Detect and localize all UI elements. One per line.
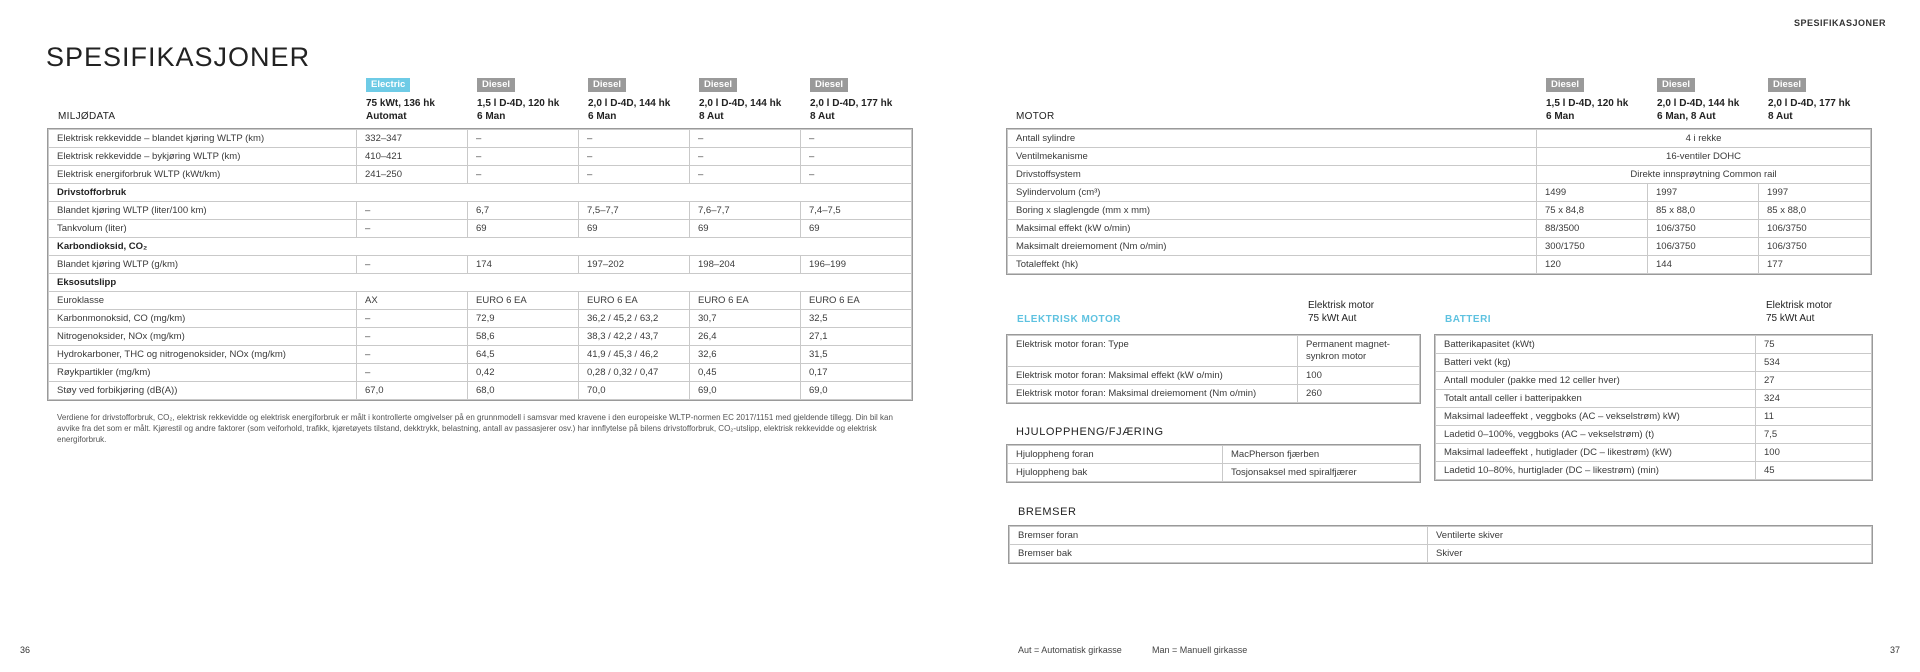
electric-motor-table: [1007, 335, 1420, 403]
table-row: [1436, 408, 1872, 426]
column-header-line1: 2,0 l D-4D, 144 hk: [588, 98, 671, 109]
row-label: Ladetid 0–100%, veggboks (AC – vekselstrøm) (t): [1436, 426, 1756, 444]
cell-value: 69,0: [801, 382, 912, 400]
cell-value: 58,6: [468, 328, 579, 346]
table-row: [1436, 426, 1872, 444]
cell-value: 196–199: [801, 256, 912, 274]
section-label: Eksosutslipp: [49, 274, 912, 292]
cell-value: 85 x 88,0: [1648, 202, 1759, 220]
column-header-line1: 75 kWt, 136 hk: [366, 98, 435, 109]
cell-value: EURO 6 EA: [690, 292, 801, 310]
table-row: [1436, 354, 1872, 372]
table-row: [1008, 367, 1420, 385]
cell-value: 1997: [1648, 184, 1759, 202]
cell-value: –: [357, 328, 468, 346]
table-row: [1008, 446, 1420, 464]
cell-value: 332–347: [357, 130, 468, 148]
legend-manual: Man = Manuell girkasse: [1152, 645, 1248, 655]
table-row: [1010, 527, 1872, 545]
column-header: [1768, 78, 1850, 123]
table-section-row: [49, 238, 912, 256]
section-label: Karbondioksid, CO₂: [49, 238, 912, 256]
battery-col-line2: 75 kWt Aut: [1766, 313, 1815, 324]
cell-value: 106/3750: [1759, 220, 1871, 238]
table-row: [1010, 545, 1872, 563]
left-page-number: 36: [20, 645, 31, 655]
cell-value: 69: [690, 220, 801, 238]
cell-value: 69: [468, 220, 579, 238]
cell-value: 1997: [1759, 184, 1871, 202]
row-label: Bremser foran: [1010, 527, 1428, 545]
row-label: Maksimalt dreiemoment (Nm o/min): [1008, 238, 1537, 256]
column-header: [477, 78, 559, 123]
cell-value: 100: [1298, 367, 1420, 385]
cell-value: Permanent magnet-synkron motor: [1298, 336, 1420, 367]
table-row: [49, 382, 912, 400]
table-row: [49, 220, 912, 238]
cell-value: –: [801, 148, 912, 166]
column-header-line2: 8 Aut: [1768, 111, 1793, 122]
cell-value: 177: [1759, 256, 1871, 274]
cell-value: 106/3750: [1648, 220, 1759, 238]
cell-value: –: [690, 166, 801, 184]
table-row: [1008, 256, 1871, 274]
cell-value: –: [357, 256, 468, 274]
row-label: Elektrisk motor foran: Maksimal dreiemoment (Nm o/min): [1008, 385, 1298, 403]
row-label: Tankvolum (liter): [49, 220, 357, 238]
cell-value: 534: [1756, 354, 1872, 372]
cell-value: 174: [468, 256, 579, 274]
environment-table: [48, 129, 912, 400]
row-label: Sylindervolum (cm³): [1008, 184, 1537, 202]
cell-value: 198–204: [690, 256, 801, 274]
cell-value: –: [357, 346, 468, 364]
cell-value: 72,9: [468, 310, 579, 328]
cell-value: –: [357, 310, 468, 328]
cell-value: 7,5–7,7: [579, 202, 690, 220]
row-label: Blandet kjøring WLTP (g/km): [49, 256, 357, 274]
cell-value: –: [357, 202, 468, 220]
column-header: [1657, 78, 1739, 123]
cell-value: Ventilerte skiver: [1428, 527, 1872, 545]
column-header-line2: Automat: [366, 111, 407, 122]
cell-value: 32,6: [690, 346, 801, 364]
row-label: Maksimal effekt (kW o/min): [1008, 220, 1537, 238]
table-section-row: [49, 274, 912, 292]
cell-value: –: [801, 166, 912, 184]
table-row: [49, 202, 912, 220]
table-row: [1008, 220, 1871, 238]
legend-automatic: Aut = Automatisk girkasse: [1018, 645, 1122, 655]
column-header: [366, 78, 435, 123]
row-label: Nitrogenoksider, NOx (mg/km): [49, 328, 357, 346]
cell-value: 106/3750: [1759, 238, 1871, 256]
cell-value: 38,3 / 42,2 / 43,7: [579, 328, 690, 346]
table-row: [1008, 464, 1420, 482]
cell-value: 300/1750: [1537, 238, 1648, 256]
cell-value: –: [579, 130, 690, 148]
cell-value: EURO 6 EA: [801, 292, 912, 310]
table-row: [49, 328, 912, 346]
cell-value: 197–202: [579, 256, 690, 274]
cell-value: 0,17: [801, 364, 912, 382]
table-row: [49, 166, 912, 184]
battery-column-header: [1766, 299, 1832, 325]
cell-value: 100: [1756, 444, 1872, 462]
column-header: [588, 78, 670, 123]
right-page-number: 37: [1889, 645, 1900, 655]
cell-value: 41,9 / 45,3 / 46,2: [579, 346, 690, 364]
row-label: Maksimal ladeeffekt , veggboks (AC – vekselstrøm) kW): [1436, 408, 1756, 426]
cell-value: 68,0: [468, 382, 579, 400]
cell-value: –: [357, 220, 468, 238]
table-row: [1436, 336, 1872, 354]
table-row: [1436, 444, 1872, 462]
electric-motor-label: ELEKTRISK MOTOR: [1017, 314, 1121, 325]
column-header-line2: 6 Man: [588, 111, 617, 122]
electric-badge: Electric: [366, 78, 410, 92]
diesel-badge: Diesel: [810, 78, 848, 92]
table-row: [49, 364, 912, 382]
cell-value: 27,1: [801, 328, 912, 346]
cell-value: 67,0: [357, 382, 468, 400]
diesel-badge: Diesel: [1657, 78, 1695, 92]
cell-value: 69: [801, 220, 912, 238]
column-header-line2: 8 Aut: [699, 111, 724, 122]
cell-value: 144: [1648, 256, 1759, 274]
diesel-badge: Diesel: [699, 78, 737, 92]
table-row: [49, 148, 912, 166]
table-row: [49, 130, 912, 148]
motor-label: MOTOR: [1016, 111, 1055, 122]
cell-value: EURO 6 EA: [468, 292, 579, 310]
cell-value: 85 x 88,0: [1759, 202, 1871, 220]
row-label: Ventilmekanisme: [1008, 148, 1537, 166]
cell-value: 26,4: [690, 328, 801, 346]
cell-value: 106/3750: [1648, 238, 1759, 256]
column-header-line2: 6 Man: [1546, 111, 1575, 122]
cell-value: 0,28 / 0,32 / 0,47: [579, 364, 690, 382]
cell-value: –: [690, 130, 801, 148]
cell-value: –: [468, 166, 579, 184]
column-header-line1: 2,0 l D-4D, 177 hk: [1768, 98, 1851, 109]
cell-value: 69: [579, 220, 690, 238]
column-header-line1: 2,0 l D-4D, 177 hk: [810, 98, 893, 109]
column-header: [1546, 78, 1628, 123]
row-label: Totaleffekt (hk): [1008, 256, 1537, 274]
diesel-badge: Diesel: [1546, 78, 1584, 92]
cell-value: MacPherson fjærben: [1223, 446, 1420, 464]
cell-value: –: [357, 364, 468, 382]
cell-value: 75 x 84,8: [1537, 202, 1648, 220]
electric-motor-col-line1: Elektrisk motor: [1308, 300, 1375, 311]
row-label: Hjuloppheng foran: [1008, 446, 1223, 464]
suspension-table: [1007, 445, 1420, 482]
cell-value: 0,45: [690, 364, 801, 382]
cell-value: 4 i rekke: [1537, 130, 1871, 148]
table-row: [1008, 148, 1871, 166]
table-row: [1008, 202, 1871, 220]
cell-value: 7,6–7,7: [690, 202, 801, 220]
row-label: Hydrokarboner, THC og nitrogenoksider, NOx (mg/km): [49, 346, 357, 364]
table-row: [49, 292, 912, 310]
cell-value: 36,2 / 45,2 / 63,2: [579, 310, 690, 328]
cell-value: 75: [1756, 336, 1872, 354]
cell-value: 32,5: [801, 310, 912, 328]
cell-value: 7,5: [1756, 426, 1872, 444]
row-label: Elektrisk motor foran: Type: [1008, 336, 1298, 367]
row-label: Bremser bak: [1010, 545, 1428, 563]
row-label: Antall moduler (pakke med 12 celler hver): [1436, 372, 1756, 390]
environment-label: MILJØDATA: [58, 111, 116, 122]
column-header-line2: 8 Aut: [810, 111, 835, 122]
cell-value: Skiver: [1428, 545, 1872, 563]
column-header-line2: 6 Man, 8 Aut: [1657, 111, 1716, 122]
column-header-line2: 6 Man: [477, 111, 506, 122]
table-row: [49, 256, 912, 274]
cell-value: –: [579, 148, 690, 166]
cell-value: 69,0: [690, 382, 801, 400]
section-label: Drivstofforbruk: [49, 184, 912, 202]
brakes-label: BREMSER: [1018, 506, 1077, 518]
table-row: [1436, 372, 1872, 390]
cell-value: 324: [1756, 390, 1872, 408]
table-row: [49, 310, 912, 328]
cell-value: 88/3500: [1537, 220, 1648, 238]
cell-value: 120: [1537, 256, 1648, 274]
running-head: SPESIFIKASJONER: [1793, 18, 1886, 28]
column-header: [699, 78, 781, 123]
row-label: Boring x slaglengde (mm x mm): [1008, 202, 1537, 220]
row-label: Drivstoffsystem: [1008, 166, 1537, 184]
column-header-line1: 1,5 l D-4D, 120 hk: [1546, 98, 1629, 109]
brakes-table: [1009, 526, 1872, 563]
cell-value: 6,7: [468, 202, 579, 220]
table-row: [1008, 336, 1420, 367]
cell-value: 0,42: [468, 364, 579, 382]
cell-value: Direkte innsprøytning Common rail: [1537, 166, 1871, 184]
cell-value: AX: [357, 292, 468, 310]
table-row: [1008, 184, 1871, 202]
page-title: SPESIFIKASJONER: [46, 42, 311, 72]
row-label: Elektrisk rekkevidde – blandet kjøring WLTP (km): [49, 130, 357, 148]
row-label: Antall sylindre: [1008, 130, 1537, 148]
electric-motor-col-line2: 75 kWt Aut: [1308, 313, 1357, 324]
cell-value: 31,5: [801, 346, 912, 364]
cell-value: Tosjonsaksel med spiralfjærer: [1223, 464, 1420, 482]
column-header-line1: 1,5 l D-4D, 120 hk: [477, 98, 560, 109]
row-label: Euroklasse: [49, 292, 357, 310]
table-row: [1008, 238, 1871, 256]
cell-value: 27: [1756, 372, 1872, 390]
row-label: Ladetid 10–80%, hurtiglader (DC – likestrøm) (min): [1436, 462, 1756, 480]
cell-value: 410–421: [357, 148, 468, 166]
battery-col-line1: Elektrisk motor: [1766, 300, 1833, 311]
battery-label: BATTERI: [1445, 314, 1492, 325]
cell-value: 16-ventiler DOHC: [1537, 148, 1871, 166]
cell-value: 11: [1756, 408, 1872, 426]
emissions-footnote: Verdiene for drivstofforbruk, CO₂, elektrisk rekkevidde og elektrisk energiforbruk er målt i kontrollerte omgivelser på en grunnmodell i samsvar med kravene i den europeiske WLTP-normen EC 2017/1151 med gjeldende tillegg. Din bil kan avvike fra det som er målt. Kjørestil og andre faktorer (som veiforhold, trafikk, kjøretøyets tilstand, dekktrykk, belastning, antall av passasjerer osv.) har innflytelse på bilens drivstofforbruk, CO₂-utslipp, elektrisk rekkevidde og elektrisk energiforbruk.: [57, 413, 893, 444]
cell-value: 7,4–7,5: [801, 202, 912, 220]
cell-value: 30,7: [690, 310, 801, 328]
cell-value: 260: [1298, 385, 1420, 403]
diesel-badge: Diesel: [477, 78, 515, 92]
cell-value: –: [468, 130, 579, 148]
row-label: Batterikapasitet (kWt): [1436, 336, 1756, 354]
cell-value: –: [579, 166, 690, 184]
table-row: [1436, 462, 1872, 480]
electric-motor-column-header: [1308, 299, 1374, 325]
cell-value: 241–250: [357, 166, 468, 184]
table-row: [1008, 130, 1871, 148]
row-label: Røykpartikler (mg/km): [49, 364, 357, 382]
diesel-badge: Diesel: [1768, 78, 1806, 92]
cell-value: –: [468, 148, 579, 166]
row-label: Støy ved forbikjøring (dB(A)): [49, 382, 357, 400]
table-row: [1008, 385, 1420, 403]
cell-value: 64,5: [468, 346, 579, 364]
row-label: Batteri vekt (kg): [1436, 354, 1756, 372]
battery-table: [1435, 335, 1872, 480]
row-label: Hjuloppheng bak: [1008, 464, 1223, 482]
row-label: Blandet kjøring WLTP (liter/100 km): [49, 202, 357, 220]
cell-value: 1499: [1537, 184, 1648, 202]
cell-value: –: [690, 148, 801, 166]
motor-table: [1007, 129, 1871, 274]
row-label: Elektrisk energiforbruk WLTP (kWt/km): [49, 166, 357, 184]
table-row: [1008, 166, 1871, 184]
row-label: Elektrisk motor foran: Maksimal effekt (kW o/min): [1008, 367, 1298, 385]
column-header: [810, 78, 892, 123]
row-label: Elektrisk rekkevidde – bykjøring WLTP (km): [49, 148, 357, 166]
cell-value: 45: [1756, 462, 1872, 480]
column-header-line1: 2,0 l D-4D, 144 hk: [1657, 98, 1740, 109]
cell-value: –: [801, 130, 912, 148]
cell-value: 70,0: [579, 382, 690, 400]
table-row: [49, 346, 912, 364]
cell-value: EURO 6 EA: [579, 292, 690, 310]
diesel-badge: Diesel: [588, 78, 626, 92]
row-label: Totalt antall celler i batteripakken: [1436, 390, 1756, 408]
table-row: [1436, 390, 1872, 408]
column-header-line1: 2,0 l D-4D, 144 hk: [699, 98, 782, 109]
table-section-row: [49, 184, 912, 202]
row-label: Maksimal ladeeffekt , hutiglader (DC – likestrøm) (kW): [1436, 444, 1756, 462]
suspension-label: HJULOPPHENG/FJÆRING: [1016, 426, 1164, 438]
row-label: Karbonmonoksid, CO (mg/km): [49, 310, 357, 328]
